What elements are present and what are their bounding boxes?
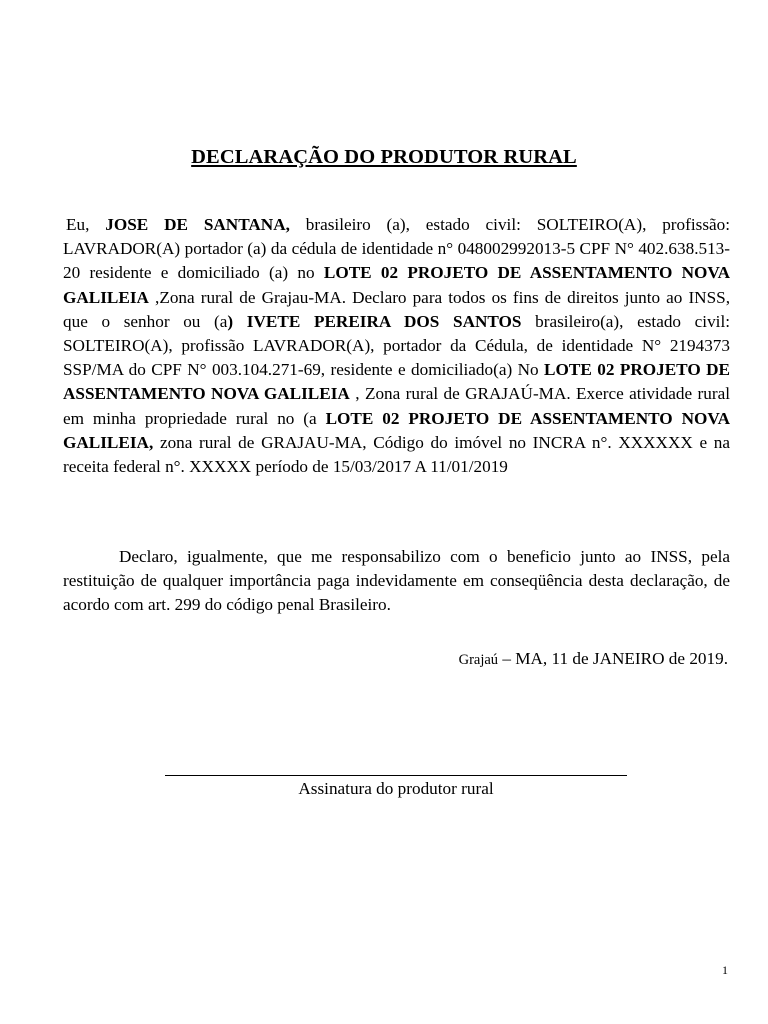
document-title: DECLARAÇÃO DO PRODUTOR RURAL <box>191 146 577 168</box>
signature-label: Assinatura do produtor rural <box>298 779 494 798</box>
declaration-paragraph <box>63 213 730 479</box>
paragraph-text: zona rural de GRAJAU-MA, Código do imóvel no INCRA n°. XXXXXX e na receita federal n°. XXXXX período de 15/03/2017 A 11/01/2019 <box>63 432 730 477</box>
responsibility-paragraph: Declaro, igualmente, que me responsabilizo com o beneficio junto ao INSS, pela restituição de qualquer importância paga indevidamente em conseqüência desta declaração, de acordo com art. 299 do código penal Brasileiro. <box>63 547 730 615</box>
paragraph-text: Eu, <box>66 215 106 234</box>
place-and-date <box>459 649 728 669</box>
signature-line <box>165 775 627 776</box>
property-name: LOTE 02 PROJETO DE ASSENTAMENTO NOVA GALILEIA <box>63 263 730 307</box>
paragraph-text: , Zona rural de GRAJAÚ-MA. Exerce atividade rural em minha propriedade rural no (a <box>63 384 731 428</box>
paragraph-text: brasileiro (a), estado civil: SOLTEIRO(A), profissão: LAVRADOR(A) portador (a) da cédula de identidade n° 048002992013-5 CPF N° 402.638.513-20 residente e domiciliado (a) no <box>63 215 731 283</box>
paragraph-text: ,Zona rural de Grajau-MA. Declaro para todos os fins de direitos junto ao INSS, que o senhor ou (a <box>63 287 730 331</box>
property-name: LOTE 02 PROJETO DE ASSENTAMENTO NOVA GALILEIA <box>63 360 730 404</box>
place: Grajaú <box>458 652 499 668</box>
date: – MA, 11 de JANEIRO de 2019. <box>498 649 728 668</box>
property-name: LOTE 02 PROJETO DE ASSENTAMENTO NOVA GALILEIA, <box>63 408 730 452</box>
paragraph-text: brasileiro(a), estado civil: SOLTEIRO(A), profissão LAVRADOR(A), portador da Cédula, de identidade N° 2194373 SSP/MA do CPF N° 003.104.271-69, residente e domiciliado(a) No <box>63 311 730 380</box>
declarant-name: JOSE DE SANTANA, <box>105 215 290 234</box>
producer-name: ) IVETE PEREIRA DOS SANTOS <box>227 311 522 331</box>
page-number: 1 <box>722 963 728 977</box>
